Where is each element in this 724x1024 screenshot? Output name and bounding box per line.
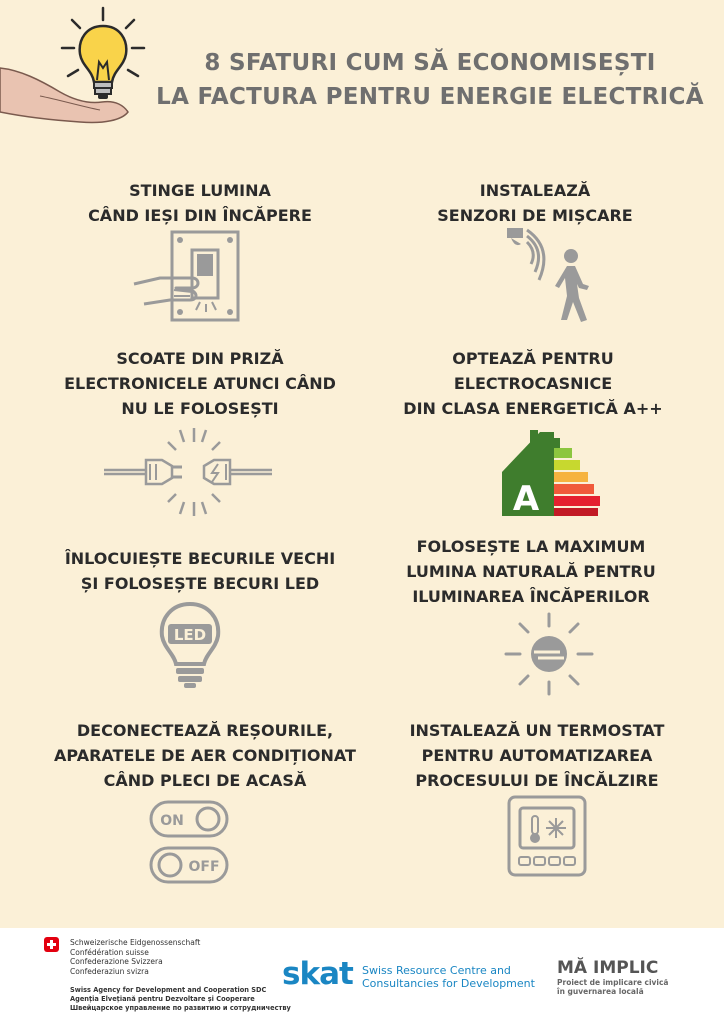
tip-unplug-electronics: SCOATE DIN PRIZĂ ELECTRONICELE ATUNCI CÂND NU LE FOLOSEȘTI (64, 349, 336, 418)
ma-implic-logo: MĂ IMPLIC (557, 958, 659, 978)
ma-implic-subtitle: Proiect de implicare civică în guvernarea locală (557, 978, 669, 996)
tip-thermostat: INSTALEAZĂ UN TERMOSTAT PENTRU AUTOMATIZAREA PROCESULUI DE ÎNCĂLZIRE (409, 721, 665, 790)
led-bulb-icon (158, 602, 222, 690)
tip-turn-off-light: STINGE LUMINA CÂND IEȘI DIN ÎNCĂPERE (88, 181, 312, 225)
tip-disconnect-appliances: DECONECTEAZĂ REȘOURILE, APARATELE DE AER CONDIȚIONAT CÂND PLECI DE ACASĂ (54, 721, 356, 790)
skat-description: Swiss Resource Centre and Consultancies for Development (362, 964, 535, 990)
title-line-2: LA FACTURA PENTRU ENERGIE ELECTRICĂ (156, 84, 704, 110)
tip-motion-sensors: INSTALEAZĂ SENZORI DE MIȘCARE (437, 181, 633, 225)
motion-sensor-icon (505, 226, 595, 326)
on-label: ON (160, 813, 184, 829)
tip-natural-light: FOLOSEȘTE LA MAXIMUM LUMINA NATURALĂ PENTRU ILUMINAREA ÎNCĂPERILOR (406, 537, 656, 606)
tip-led-bulbs: ÎNLOCUIEȘTE BECURILE VECHI ȘI FOLOSEȘTE BECURI LED (64, 549, 336, 593)
off-label: OFF (188, 859, 220, 875)
on-off-icon (148, 798, 230, 888)
unplug-icon (102, 426, 274, 518)
hand-bulb-icon (0, 0, 150, 140)
light-switch-icon (130, 228, 242, 324)
page-title (150, 46, 710, 114)
led-label: LED (173, 626, 207, 644)
swiss-confederation-text: Schweizerische Eidgenossenschaft Confédération suisse Confederazione Svizzera Confederaziun svizra (70, 938, 201, 976)
thermostat-icon (506, 794, 588, 878)
sun-icon (504, 612, 594, 696)
energy-class-letter: A (512, 479, 540, 518)
tip-energy-class: OPTEAZĂ PENTRU ELECTROCASNICE DIN CLASA ENERGETICĂ A++ (403, 349, 663, 418)
energy-class-icon (500, 426, 604, 518)
title-line-1: 8 SFATURI CUM SĂ ECONOMISEȘTI (204, 50, 656, 76)
sdc-text: Swiss Agency for Development and Cooperation SDC Agenția Elvețiană pentru Dezvoltare și Cooperare Швейцарское управление по развитию и сотрудничеству (70, 986, 291, 1012)
skat-logo: skat (282, 956, 353, 992)
swiss-flag-icon (44, 937, 59, 952)
